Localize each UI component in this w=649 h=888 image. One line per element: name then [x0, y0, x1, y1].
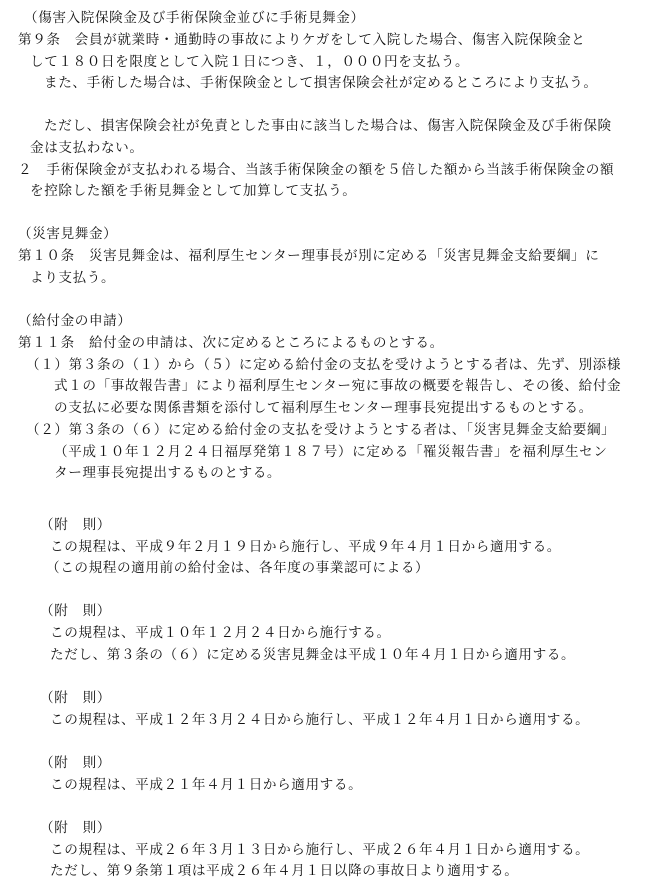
article-9-proviso-line-2: 金は支払わない。	[30, 140, 144, 156]
article-11-item-1-line-1: （１）第３条の（１）から（５）に定める給付金の支払を受けようとする者は、先ず、別添様	[26, 357, 622, 373]
heading-benefit-application: （給付金の申請）	[18, 313, 132, 329]
supplementary-5-line-1: この規程は、平成２６年３月１３日から施行し、平成２６年４月１日から適用する。	[50, 842, 590, 858]
article-11-item-1-line-2: 式１の「事故報告書」により福利厚生センター宛に事故の概要を報告し、その後、給付金	[54, 378, 622, 394]
supplementary-heading-2: （附 則）	[40, 603, 111, 619]
supplementary-2-line-1: この規程は、平成１０年１２月２４日から施行する。	[50, 625, 391, 641]
article-9-line-3: また、手術した場合は、手術保険金として損害保険会社が定めるところにより支払う。	[44, 75, 598, 91]
article-9-para-2-line-2: を控除した額を手術見舞金として加算して支払う。	[30, 183, 357, 199]
supplementary-heading-4: （附 則）	[40, 755, 111, 771]
article-11-item-1-line-3: の支払に必要な関係書類を添付して福利厚生センター理事長宛提出するものとする。	[54, 400, 593, 416]
article-10-line-2: より支払う。	[30, 270, 116, 286]
heading-disaster-benefit: （災害見舞金）	[18, 226, 118, 242]
supplementary-5-line-2: ただし、第９条第１項は平成２６年４月１日以降の事故日より適用する。	[50, 863, 519, 879]
article-11-line-1: 第１１条 給付金の申請は、次に定めるところによるものとする。	[18, 335, 444, 351]
supplementary-3-line-1: この規程は、平成１２年３月２４日から施行し、平成１２年４月１日から適用する。	[50, 712, 590, 728]
article-9-para-2-line-1: ２ 手術保険金が支払われる場合、当該手術保険金の額を５倍した額から当該手術保険金の額	[18, 162, 615, 178]
supplementary-1-line-1: この規程は、平成９年２月１９日から施行し、平成９年４月１日から適用する。	[50, 539, 561, 555]
supplementary-1-line-2: （この規程の適用前の給付金は、各年度の事業認可による）	[46, 560, 430, 576]
supplementary-heading-1: （附 則）	[40, 517, 111, 533]
article-9-proviso-line-1: ただし、損害保険会社が免責とした事由に該当した場合は、傷害入院保険金及び手術保険	[44, 118, 612, 134]
article-11-item-2-line-2: （平成１０年１２月２４日福厚発第１８７号）に定める「罹災報告書」を福利厚生セン	[54, 444, 608, 460]
article-11-item-2-line-3: ター理事長宛提出するものとする。	[54, 465, 282, 481]
article-9-line-2: して１８０日を限度として入院１日につき、１，０００円を支払う。	[30, 54, 470, 70]
article-10-line-1: 第１０条 災害見舞金は、福利厚生センター理事長が別に定める「災害見舞金支給要綱」に	[18, 248, 600, 264]
heading-injury-benefit: （傷害入院保険金及び手術保険金並びに手術見舞金）	[24, 10, 365, 26]
supplementary-4-line-1: この規程は、平成２１年４月１日から適用する。	[50, 777, 363, 793]
article-11-item-2-line-1: （２）第３条の（６）に定める給付金の支払を受けようとする者は、「災害見舞金支給要綱」	[26, 422, 616, 438]
article-9-line-1: 第９条 会員が就業時・通勤時の事故によりケガをして入院した場合、傷害入院保険金と	[18, 32, 586, 48]
supplementary-heading-5: （附 則）	[40, 820, 111, 836]
supplementary-2-line-2: ただし、第３条の（６）に定める災害見舞金は平成１０年４月１日から適用する。	[50, 647, 576, 663]
supplementary-heading-3: （附 則）	[40, 690, 111, 706]
